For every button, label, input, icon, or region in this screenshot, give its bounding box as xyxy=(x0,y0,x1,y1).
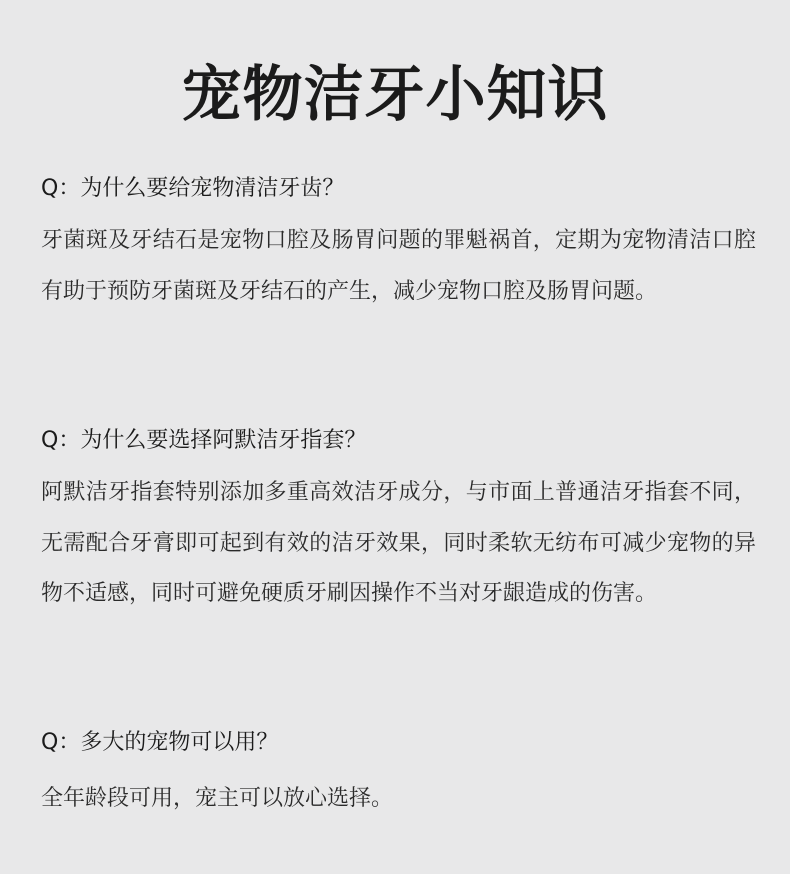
faq-question: Q：为什么要给宠物清洁牙齿？ xyxy=(41,176,345,201)
faq-answer: 牙菌斑及牙结石是宠物口腔及肠胃问题的罪魁祸首，定期为宠物清洁口腔有助于预防牙菌斑及牙结石的产生，减少宠物口腔及肠胃问题。 xyxy=(41,228,756,304)
faq-item xyxy=(41,424,756,620)
faq-item xyxy=(41,726,756,825)
faq-question: Q：为什么要选择阿默洁牙指套？ xyxy=(41,428,367,453)
faq-item xyxy=(41,172,756,317)
faq-question: Q：多大的宠物可以用？ xyxy=(41,730,279,755)
faq-answer: 阿默洁牙指套特别添加多重高效洁牙成分，与市面上普通洁牙指套不同，无需配合牙膏即可起到有效的洁牙效果，同时柔软无纺布可减少宠物的异物不适感，同时可避免硬质牙刷因操作不当对牙龈造成的伤害。 xyxy=(41,480,756,606)
page-title: 宠物洁牙小知识 xyxy=(181,60,609,130)
faq-answer: 全年龄段可用，宠主可以放心选择。 xyxy=(41,786,394,811)
